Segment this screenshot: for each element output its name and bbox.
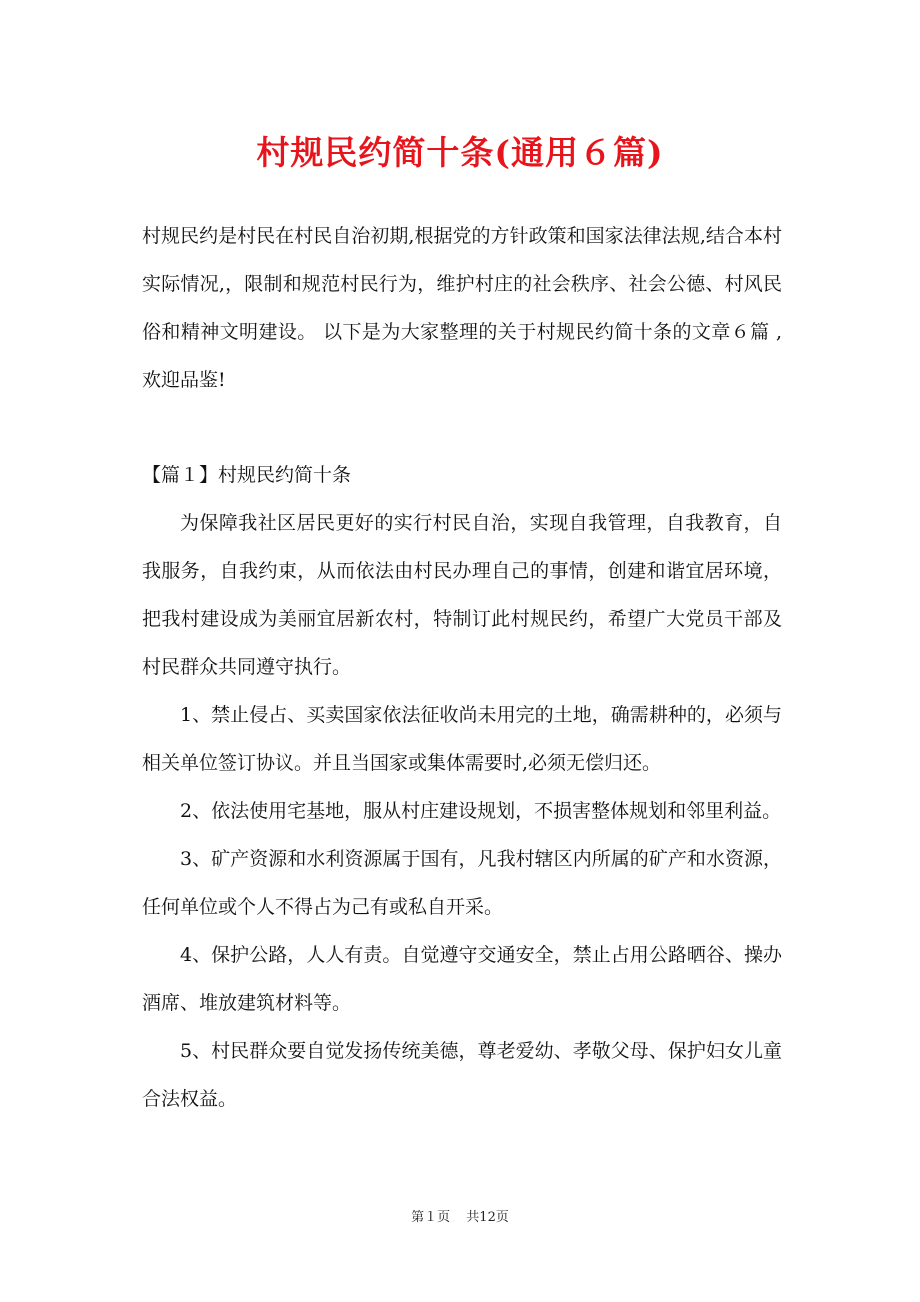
rule-item-2: 2、依法使用宅基地，服从村庄建设规划，不损害整体规划和邻里利益。 — [180, 800, 782, 822]
page-title: 村规民约简十条(通用６篇) — [256, 133, 664, 172]
document-body — [142, 212, 782, 1123]
page-number: 第１页 — [411, 1210, 451, 1225]
page-total: 共12页 — [466, 1210, 509, 1225]
rule-item-1: 1、禁止侵占、买卖国家依法征收尚未用完的土地，确需耕种的，必须与相关单位签订协议。并且当国家或集体需要时,必须无偿归还。 — [142, 704, 782, 774]
section-heading: 【篇１】村规民约简十条 — [142, 464, 352, 486]
body-paragraph: 为保障我社区居民更好的实行村民自治，实现自我管理，自我教育，自我服务，自我约束，从而依法由村民办理自己的事情，创建和谐宜居环境，把我村建设成为美丽宜居新农村，特制订此村规民约，希望广大党员干部及村民群众共同遵守执行。 — [142, 512, 782, 678]
rule-item-3: 3、矿产资源和水利资源属于国有，凡我村辖区内所属的矿产和水资源，任何单位或个人不得占为己有或私自开采。 — [142, 848, 782, 918]
intro-paragraph: 村规民约是村民在村民自治初期,根据党的方针政策和国家法律法规,结合本村实际情况,，限制和规范村民行为，维护村庄的社会秩序、社会公德、村风民俗和精神文明建设。 以下是为大家整理的关于村规民约简十条的文章６篇 ,欢迎品鉴! — [142, 225, 782, 391]
page-footer — [0, 1206, 920, 1225]
rule-item-4: 4、保护公路，人人有责。自觉遵守交通安全，禁止占用公路晒谷、操办酒席、堆放建筑材料等。 — [142, 944, 782, 1014]
rule-item-5: 5、村民群众要自觉发扬传统美德，尊老爱幼、孝敬父母、保护妇女儿童合法权益。 — [142, 1040, 782, 1110]
